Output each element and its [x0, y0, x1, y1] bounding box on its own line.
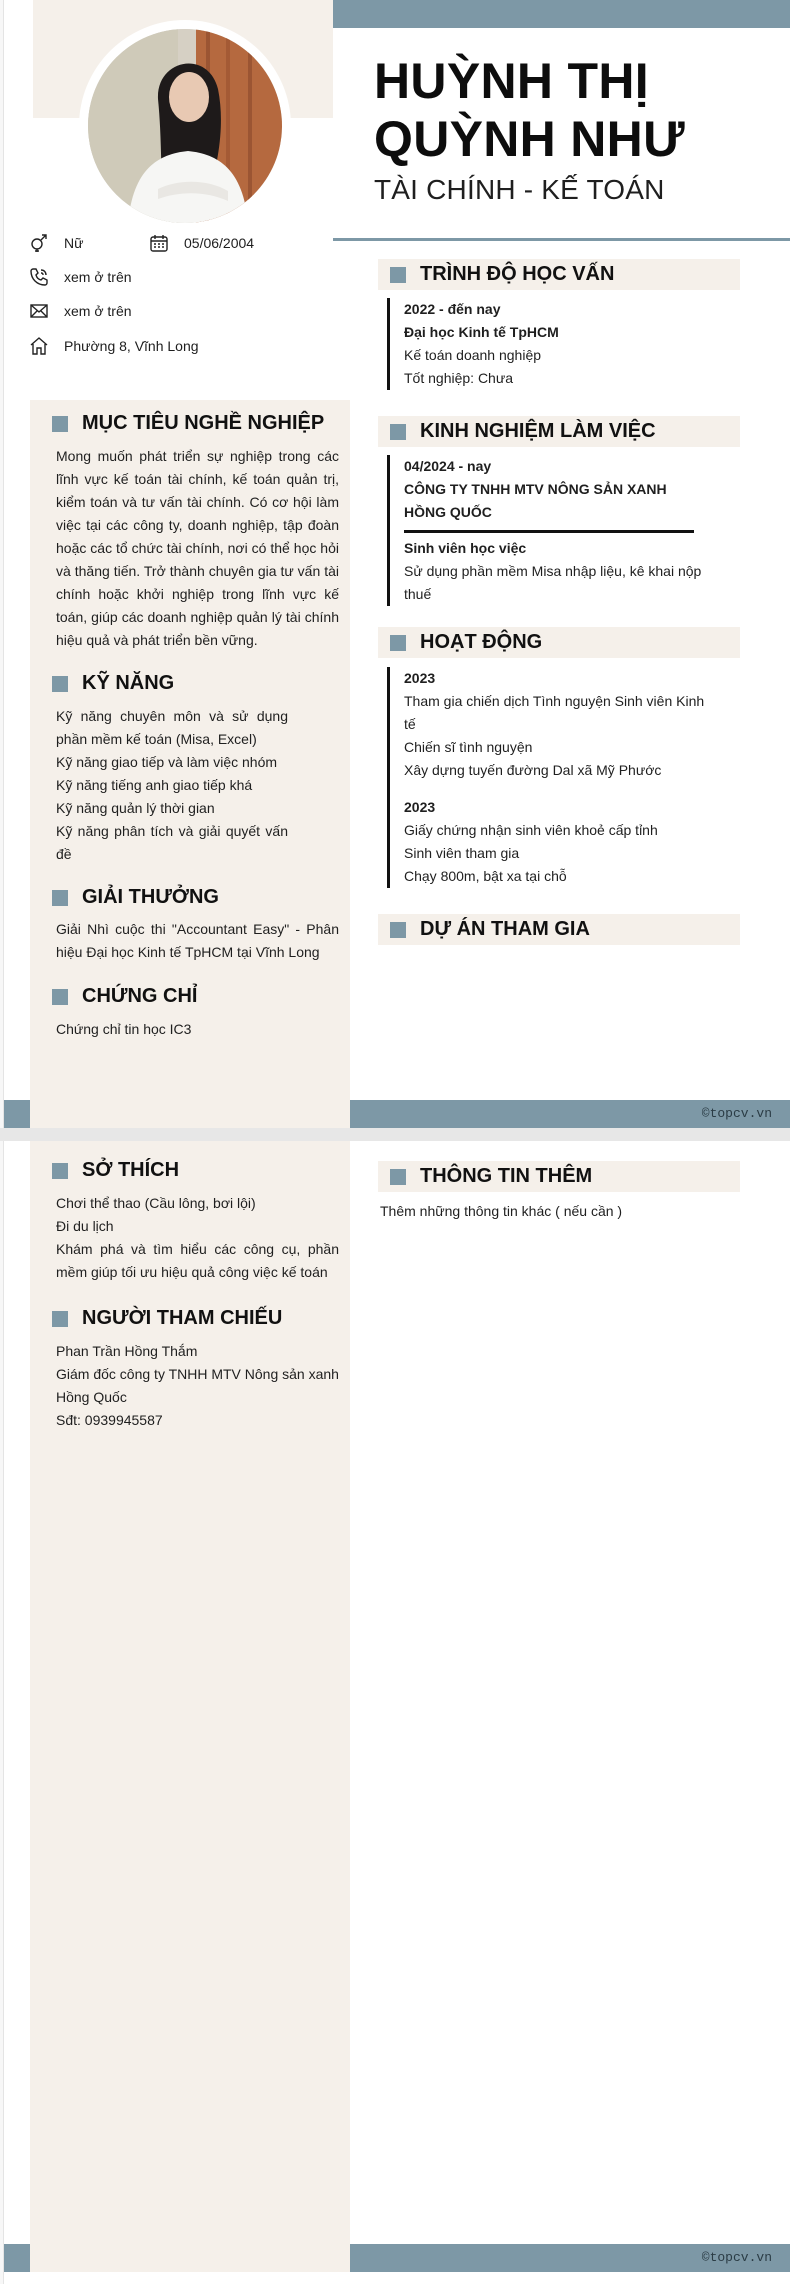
skill-item: Kỹ năng phân tích và giải quyết vấn đề [56, 823, 288, 862]
section-references-heading [52, 1307, 282, 1330]
cv-page-1 [4, 0, 790, 1128]
mail-icon [28, 300, 50, 322]
section-hobbies-heading [52, 1159, 179, 1182]
activities-entry [387, 667, 717, 888]
section-marker [390, 424, 406, 440]
skill-item: Kỹ năng quản lý thời gian [56, 800, 215, 816]
contact-birthday [148, 232, 254, 254]
objective-text: Mong muốn phát triển sự nghiệp trong các lĩnh vực kế toán tài chính, kế toán quản trị, kiểm toán và tư vấn tài chính. Có cơ hội làm việc tại các công ty, doanh nghiệp, tập đoàn hoặc các tổ chức tài chính, nơi có thể học hỏi và thăng tiến. Trở thành chuyên gia tư vấn tài chính hoặc khởi nghiệp trong lĩnh vực kế toán, giúp các doanh nghiệp quản lý tài chính hiệu quả và phát triển bền vững. [56, 448, 339, 648]
hobbies-list [56, 1192, 339, 1284]
reference-name: Phan Trần Hồng Thắm [56, 1343, 198, 1359]
address-text: Phường 8, Vĩnh Long [64, 338, 199, 354]
experience-role: Sinh viên học việc [404, 540, 527, 556]
footer-bar [4, 2244, 790, 2272]
section-title: KINH NGHIỆM LÀM VIỆC [420, 420, 656, 442]
email-text: xem ở trên [64, 303, 132, 319]
cv-page-2 [4, 1141, 790, 2272]
activity-year: 2023 [404, 670, 436, 686]
section-title: KỸ NĂNG [82, 672, 175, 694]
title-divider [333, 238, 790, 241]
section-title: DỰ ÁN THAM GIA [420, 918, 590, 940]
section-title: HOẠT ĐỘNG [420, 631, 543, 653]
activity-item: Chạy 800m, bật xa tại chỗ [404, 868, 567, 884]
phone-icon [28, 266, 50, 288]
skill-item: Kỹ năng giao tiếp và làm việc nhóm [56, 754, 278, 770]
hobby-item: Khám phá và tìm hiểu các công cụ, phần mềm giúp tối ưu hiệu quả công việc kế toán [56, 1241, 339, 1280]
experience-entry [387, 455, 717, 606]
section-objective-heading [52, 412, 324, 435]
section-marker [390, 1169, 406, 1185]
contact-email [28, 300, 132, 322]
section-title: TRÌNH ĐỘ HỌC VẤN [420, 263, 615, 285]
section-marker [52, 676, 68, 692]
phone-text: xem ở trên [64, 269, 132, 285]
candidate-name: HUỲNH THỊ QUỲNH NHƯ [374, 53, 685, 167]
skill-item: Kỹ năng chuyên môn và sử dụng phần mềm kế toán (Misa, Excel) [56, 708, 288, 747]
activity-item: Tham gia chiến dịch Tình nguyện Sinh viên Kinh tế [404, 693, 705, 732]
section-activities-heading [378, 627, 740, 658]
section-title: SỞ THÍCH [82, 1159, 180, 1181]
hobby-item: Đi du lịch [56, 1218, 114, 1234]
footer-watermark: ©topcv.vn [701, 2250, 772, 2265]
activity-item: Giấy chứng nhận sinh viên khoẻ cấp tỉnh [404, 822, 658, 838]
section-marker [52, 416, 68, 432]
section-experience-heading [378, 416, 740, 447]
birthday-text: 05/06/2004 [184, 235, 255, 251]
activity-item: Chiến sĩ tình nguyện [404, 739, 533, 755]
job-title: TÀI CHÍNH - KẾ TOÁN [374, 174, 665, 205]
section-title: THÔNG TIN THÊM [420, 1165, 593, 1187]
section-skills-heading [52, 672, 174, 695]
page-separator [0, 1128, 790, 1141]
reference-entry [56, 1340, 339, 1432]
avatar [88, 29, 282, 223]
section-marker [52, 989, 68, 1005]
activity-year: 2023 [404, 799, 436, 815]
section-certificates-heading [52, 985, 197, 1008]
reference-phone: Sđt: 0939945587 [56, 1412, 163, 1428]
contact-phone [28, 266, 132, 288]
awards-text: Giải Nhì cuộc thi "Accountant Easy" - Phân hiệu Đại học Kinh tế TpHCM tại Vĩnh Long [56, 921, 339, 960]
section-marker [52, 1311, 68, 1327]
section-title: CHỨNG CHỈ [82, 985, 198, 1007]
certificates-text: Chứng chỉ tin học IC3 [56, 1021, 192, 1037]
education-entry [387, 298, 717, 390]
experience-company: CÔNG TY TNHH MTV NÔNG SẢN XANH HỒNG QUỐC [404, 481, 667, 520]
section-additional-heading [378, 1161, 740, 1192]
hobby-item: Chơi thể thao (Cầu lông, bơi lội) [56, 1195, 256, 1211]
section-marker [52, 890, 68, 906]
reference-position: Giám đốc công ty TNHH MTV Nông sản xanh Hồng Quốc [56, 1366, 339, 1405]
section-marker [390, 922, 406, 938]
top-accent-bar [333, 0, 790, 28]
education-status: Tốt nghiệp: Chưa [404, 370, 513, 386]
section-title: GIẢI THƯỞNG [82, 886, 219, 908]
section-title: MỤC TIÊU NGHỀ NGHIỆP [82, 412, 325, 434]
education-period: 2022 - đến nay [404, 301, 501, 317]
footer-sidebar-gap [30, 2244, 350, 2272]
section-title: NGƯỜI THAM CHIẾU [82, 1307, 283, 1329]
section-awards-heading [52, 886, 219, 909]
section-marker [52, 1163, 68, 1179]
section-projects-heading [378, 914, 740, 945]
education-school: Đại học Kinh tế TpHCM [404, 324, 559, 340]
experience-divider [404, 530, 694, 533]
gender-text: Nữ [64, 235, 84, 251]
contact-address [28, 335, 199, 357]
gender-icon [28, 232, 50, 254]
education-major: Kế toán doanh nghiệp [404, 347, 542, 363]
activity-item: Xây dựng tuyến đường Dal xã Mỹ Phước [404, 762, 662, 778]
additional-text: Thêm những thông tin khác ( nếu cần ) [380, 1203, 623, 1219]
footer-bar [4, 1100, 790, 1128]
home-icon [28, 335, 50, 357]
section-marker [390, 267, 406, 283]
footer-sidebar-gap [30, 1100, 350, 1128]
skills-list [56, 705, 288, 866]
skill-item: Kỹ năng tiếng anh giao tiếp khá [56, 777, 253, 793]
experience-period: 04/2024 - nay [404, 458, 492, 474]
contact-gender [28, 232, 83, 254]
footer-watermark: ©topcv.vn [701, 1106, 772, 1121]
activity-item: Sinh viên tham gia [404, 845, 520, 861]
experience-description: Sử dụng phần mềm Misa nhập liệu, kê khai nộp thuế [404, 563, 702, 602]
calendar-icon [148, 232, 170, 254]
section-marker [390, 635, 406, 651]
section-education-heading [378, 259, 740, 290]
